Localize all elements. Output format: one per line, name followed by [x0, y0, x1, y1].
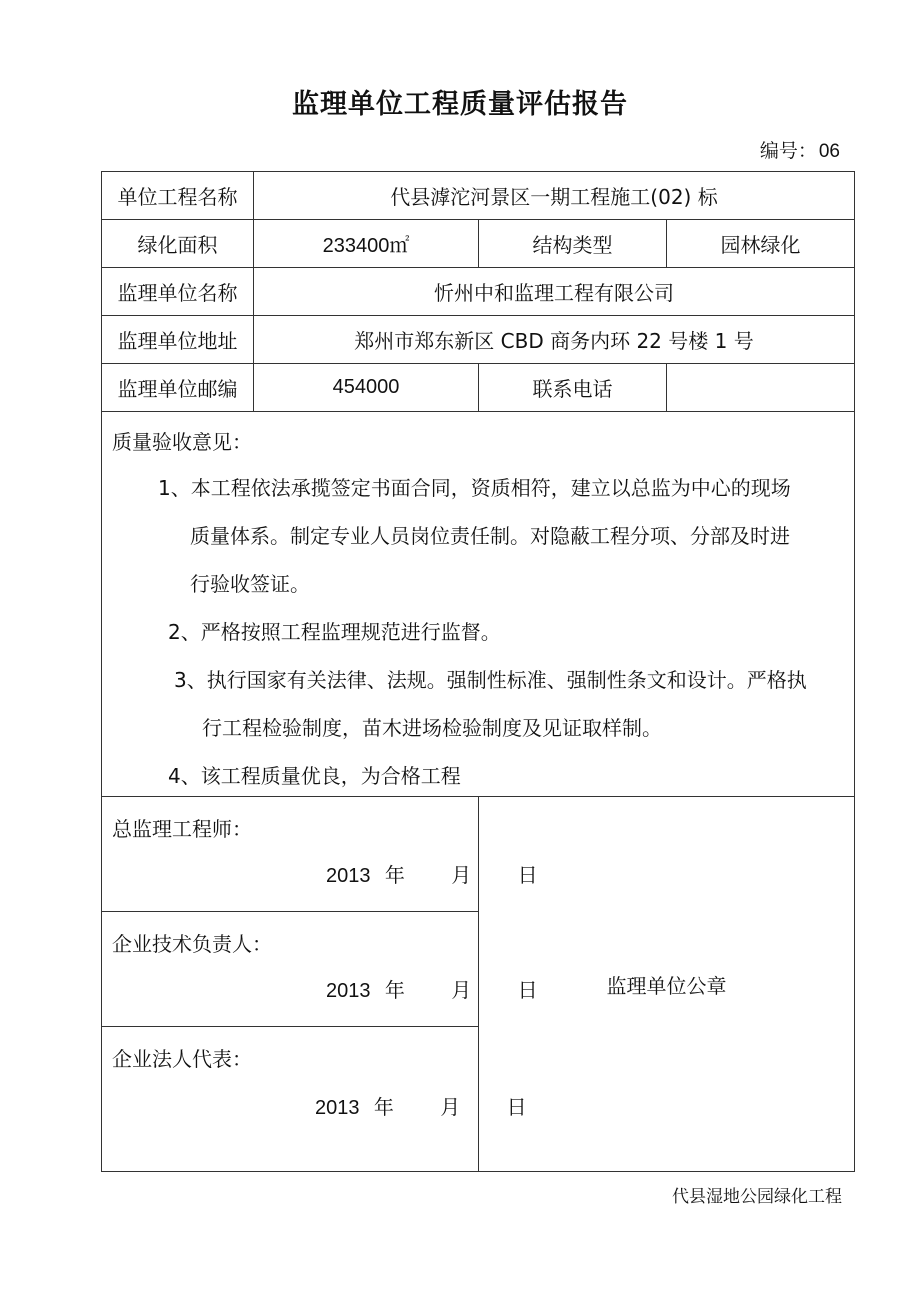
opinion-line: 3、执行国家有关法律、法规。强制性标准、强制性条文和设计。严格执 [174, 668, 807, 692]
row-signature [102, 797, 855, 912]
date-day-unit: 日 [517, 863, 538, 887]
signature-legal-rep [102, 1027, 527, 1172]
opinion-cell [102, 412, 855, 797]
date-day-unit: 日 [506, 1095, 527, 1119]
phone-label: 联系电话 [479, 364, 667, 412]
seal-cell: 监理单位公章 [479, 797, 855, 1172]
signature-tech-lead [102, 912, 538, 1027]
supervisor-postcode-label: 监理单位邮编 [102, 364, 254, 412]
date-year-unit: 年 [384, 978, 405, 1002]
signature-date [326, 859, 538, 888]
row-project-name [102, 172, 855, 220]
phone-value [667, 364, 855, 412]
supervisor-name-label: 监理单位名称 [102, 268, 254, 316]
supervisor-address-label: 监理单位地址 [102, 316, 254, 364]
opinion-line: 4、该工程质量优良，为合格工程 [168, 764, 461, 788]
row-supervisor-postcode [102, 364, 855, 412]
supervisor-name-value: 忻州中和监理工程有限公司 [254, 268, 855, 316]
signature-label: 企业技术负责人： [112, 932, 272, 956]
signature-date [315, 1091, 527, 1120]
row-supervisor-name [102, 268, 855, 316]
row-green-area [102, 220, 855, 268]
supervisor-address-value: 郑州市郑东新区 CBD 商务内环 22 号楼 1 号 [254, 316, 855, 364]
report-table [101, 171, 855, 1172]
supervisor-postcode-value: 454000 [254, 364, 479, 412]
date-year: 2013 [315, 1097, 360, 1119]
date-year: 2013 [326, 980, 371, 1002]
signature-chief-supervisor [102, 797, 538, 912]
signature-date [326, 974, 538, 1003]
green-area-value: 233400㎡ [254, 220, 479, 268]
date-year: 2013 [326, 865, 371, 887]
date-month-unit: 月 [451, 863, 472, 887]
project-name-label: 单位工程名称 [102, 172, 254, 220]
doc-number [700, 136, 840, 163]
footer-project-name: 代县湿地公园绿化工程 [672, 1187, 842, 1207]
structure-type-value: 园林绿化 [667, 220, 855, 268]
date-year-unit: 年 [373, 1095, 394, 1119]
date-month-unit: 月 [451, 978, 472, 1002]
opinion-line: 2、严格按照工程监理规范进行监督。 [168, 620, 501, 644]
date-month-unit: 月 [440, 1095, 461, 1119]
page-title: 监理单位工程质量评估报告 [292, 89, 628, 120]
signature-label: 总监理工程师： [112, 817, 252, 841]
row-opinion [102, 412, 855, 797]
doc-number-label: 编号： [759, 140, 817, 162]
date-day-unit: 日 [517, 978, 538, 1002]
structure-type-label: 结构类型 [479, 220, 667, 268]
green-area-label: 绿化面积 [102, 220, 254, 268]
project-name-value: 代县滹沱河景区一期工程施工(02) 标 [254, 172, 855, 220]
opinion-heading: 质量验收意见： [112, 430, 252, 454]
opinion-line: 1、本工程依法承揽签定书面合同，资质相符，建立以总监为中心的现场 [158, 476, 791, 500]
opinion-line: 行工程检验制度，苗木进场检验制度及见证取样制。 [202, 716, 662, 740]
opinion-line: 质量体系。制定专业人员岗位责任制。对隐蔽工程分项、分部及时进 [190, 524, 790, 548]
row-supervisor-address [102, 316, 855, 364]
doc-number-value: 06 [818, 141, 840, 162]
signature-label: 企业法人代表： [112, 1047, 252, 1071]
opinion-line: 行验收签证。 [190, 572, 310, 596]
date-year-unit: 年 [384, 863, 405, 887]
